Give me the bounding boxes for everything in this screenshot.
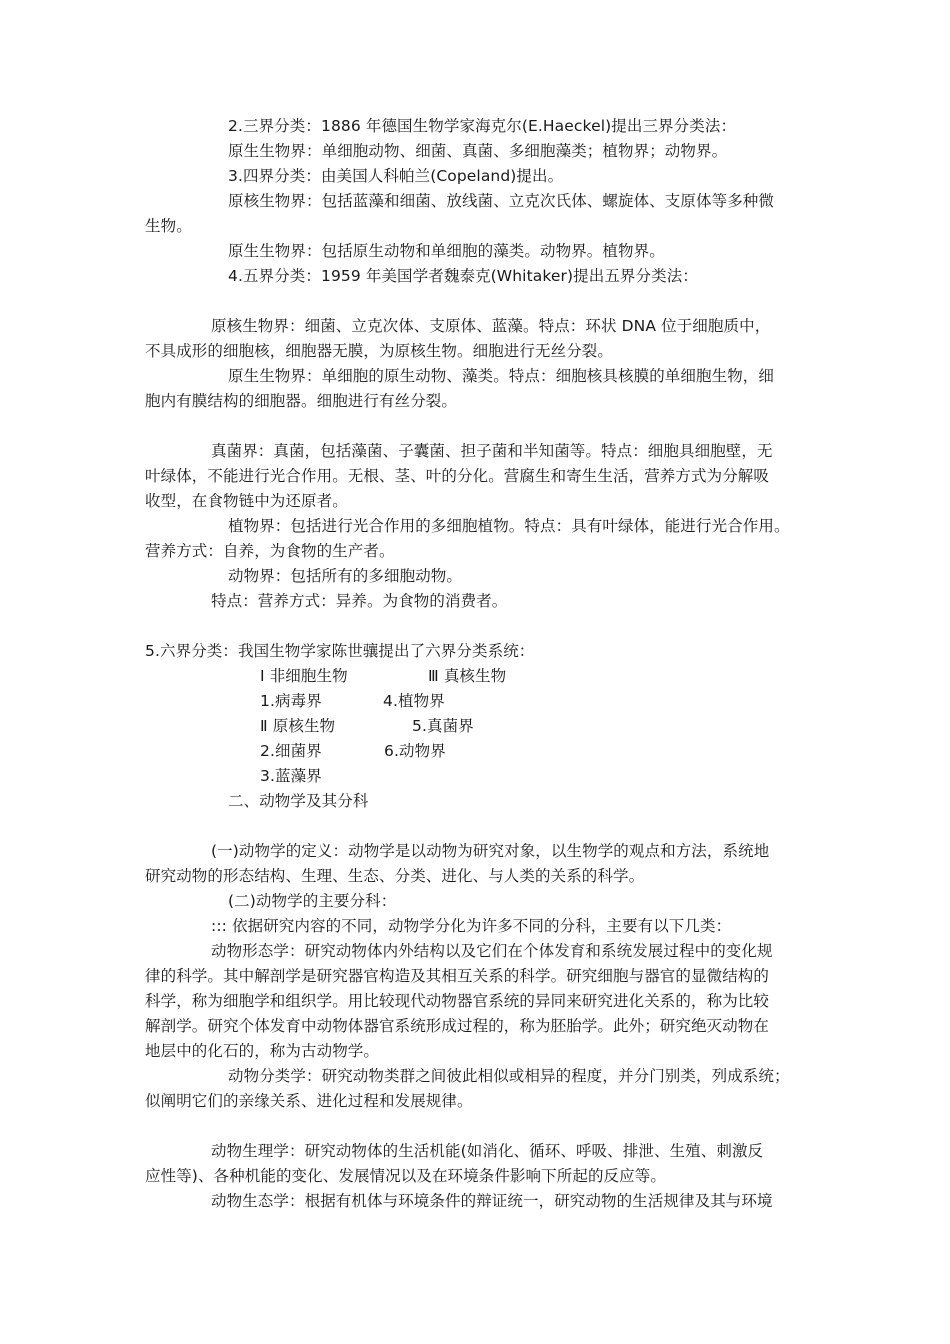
para-three-kingdoms-detail: 原生生物界：单细胞动物、细菌、真菌、多细胞藻类；植物界；动物界。 xyxy=(228,142,728,160)
para-plantae: 植物界：包括进行光合作用的多细胞植物。特点：具有叶绿体，能进行光合作用。 xyxy=(228,517,790,535)
para-six-kingdoms: 5.六界分类：我国生物学家陈世骧提出了六界分类系统： xyxy=(145,642,535,660)
section-heading-zoology: 二、动物学及其分科 xyxy=(228,792,369,810)
six-kingdom-row-4 xyxy=(260,739,925,764)
six-kingdom-row-2 xyxy=(260,689,925,714)
para-prokaryote-four: 原核生物界：包括蓝藻和细菌、放线菌、立克次氏体、螺旋体、支原体等多种微 xyxy=(228,192,775,210)
para-taxonomy: 动物分类学：研究动物类群之间彼此相似或相异的程度，并分门别类，列成系统； xyxy=(228,1067,790,1085)
kingdom-plant: 4.植物界 xyxy=(383,692,445,710)
para-fungi-cont2: 收型，在食物链中为还原者。 xyxy=(145,492,348,510)
para-protista-five-cont: 胞内有膜结构的细胞器。细胞进行有丝分裂。 xyxy=(145,392,458,410)
para-prokaryote-four-cont: 生物。 xyxy=(145,217,192,235)
para-taxonomy-cont: 似阐明它们的亲缘关系、进化过程和发展规律。 xyxy=(145,1092,473,1110)
para-physiology-cont: 应性等)、各种机能的变化、发展情况以及在环境条件影响下所起的反应等。 xyxy=(145,1167,666,1185)
para-fungi-cont1: 叶绿体，不能进行光合作用。无根、茎、叶的分化。营腐生和寄生生活，营养方式为分解吸 xyxy=(145,467,770,485)
group-acellular: Ⅰ 非细胞生物 xyxy=(260,667,348,685)
para-plantae-cont: 营养方式：自养，为食物的生产者。 xyxy=(145,542,395,560)
para-morphology: 动物形态学：研究动物体内外结构以及它们在个体发育和系统发展过程中的变化规 xyxy=(211,942,773,960)
para-monera-five: 原核生物界：细菌、立克次体、支原体、蓝藻。特点：环状 DNA 位于细胞质中， xyxy=(211,317,771,335)
kingdom-cyanobacteria: 3.蓝藻界 xyxy=(260,767,322,785)
kingdom-fungi: 5.真菌界 xyxy=(412,717,474,735)
para-ecology: 动物生态学：根据有机体与环境条件的辩证统一，研究动物的生活规律及其与环境 xyxy=(211,1192,773,1210)
para-morphology-cont3: 解剖学。研究个体发育中动物体器官系统形成过程的，称为胚胎学。此外；研究绝灭动物在 xyxy=(145,1017,770,1035)
para-branches-intro: ::: 依据研究内容的不同，动物学分化为许多不同的分科，主要有以下几类： xyxy=(211,917,732,935)
para-animalia-cont: 特点：营养方式：异养。为食物的消费者。 xyxy=(211,592,508,610)
para-four-kingdoms: 3.四界分类：由美国人科帕兰(Copeland)提出。 xyxy=(228,167,564,185)
para-fungi: 真菌界：真菌，包括藻菌、子囊菌、担子菌和半知菌等。特点：细胞具细胞壁，无 xyxy=(211,442,773,460)
six-kingdom-row-1 xyxy=(260,664,925,689)
para-protista-five: 原生生物界：单细胞的原生动物、藻类。特点：细胞核具核膜的单细胞生物，细 xyxy=(228,367,775,385)
kingdom-bacteria: 2.细菌界 xyxy=(260,742,322,760)
para-morphology-cont2: 科学，称为细胞学和组织学。用比较现代动物器官系统的异同来研究进化关系的，称为比较 xyxy=(145,992,770,1010)
para-animalia: 动物界：包括所有的多细胞动物。 xyxy=(228,567,463,585)
six-kingdom-row-5 xyxy=(260,764,925,789)
para-morphology-cont1: 律的科学。其中解剖学是研究器官构造及其相互关系的科学。研究细胞与器官的显微结构的 xyxy=(145,967,770,985)
group-eukaryote: Ⅲ 真核生物 xyxy=(428,667,507,685)
subheading-branches: (二)动物学的主要分科： xyxy=(228,892,397,910)
para-five-kingdoms: 4.五界分类：1959 年美国学者魏泰克(Whitaker)提出五界分类法： xyxy=(228,267,698,285)
kingdom-animal: 6.动物界 xyxy=(384,742,446,760)
para-three-kingdoms: 2.三界分类：1886 年德国生物学家海克尔(E.Haeckel)提出三界分类法： xyxy=(228,117,737,135)
para-zoology-definition: (一)动物学的定义：动物学是以动物为研究对象，以生物学的观点和方法，系统地 xyxy=(211,842,770,860)
para-protist-four: 原生生物界：包括原生动物和单细胞的藻类。动物界。植物界。 xyxy=(228,242,665,260)
group-prokaryote: Ⅱ 原核生物 xyxy=(260,717,336,735)
six-kingdom-row-3 xyxy=(260,714,925,739)
para-zoology-definition-cont: 研究动物的形态结构、生理、生态、分类、进化、与人类的关系的科学。 xyxy=(145,867,645,885)
kingdom-virus: 1.病毒界 xyxy=(260,692,322,710)
para-monera-five-cont: 不具成形的细胞核，细胞器无膜，为原核生物。细胞进行无丝分裂。 xyxy=(145,342,614,360)
para-morphology-cont4: 地层中的化石的，称为古动物学。 xyxy=(145,1042,380,1060)
para-physiology: 动物生理学：研究动物体的生活机能(如消化、循环、呼吸、排泄、生殖、刺激反 xyxy=(211,1142,764,1160)
